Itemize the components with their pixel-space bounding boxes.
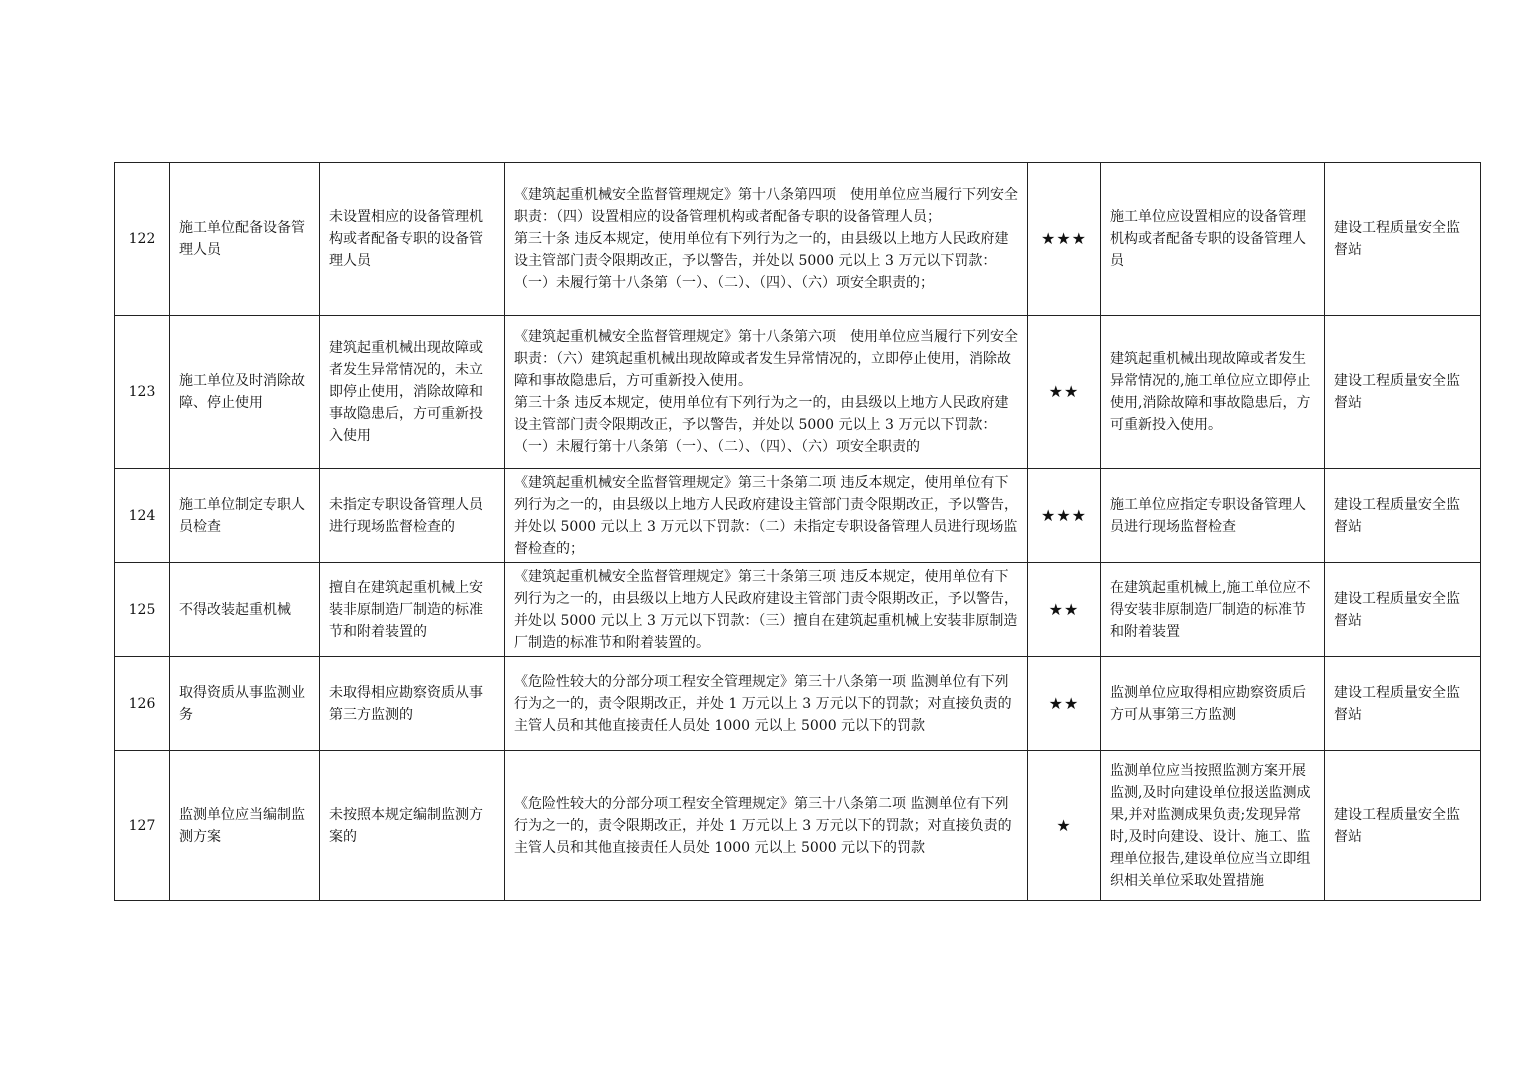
row-number: 124: [115, 469, 170, 563]
inspection-item: 不得改装起重机械: [170, 563, 320, 657]
requirement: 建筑起重机械出现故障或者发生异常情况的,施工单位应立即停止使用,消除故障和事故隐患后，方可重新投入使用。: [1101, 316, 1325, 469]
star-rating: ★★★: [1028, 163, 1101, 316]
legal-basis-paragraph: 《危险性较大的分部分项工程安全管理规定》第三十八条第二项 监测单位有下列行为之一的，责令限期改正，并处 1 万元以上 3 万元以下的罚款；对直接负责的主管人员和其他直接责任人员处 1000 元以上 5000 元以下的罚款: [514, 795, 1012, 856]
row-number: 122: [115, 163, 170, 316]
responsible-agency: 建设工程质量安全监督站: [1325, 657, 1481, 751]
row-number: 127: [115, 751, 170, 901]
legal-basis-paragraph: 《建筑起重机械安全监督管理规定》第三十条第二项 违反本规定，使用单位有下列行为之一的，由县级以上地方人民政府建设主管部门责令限期改正，予以警告，并处以 5000 元以上 3 万元以下罚款：（二）未指定专职设备管理人员进行现场监督检查的；: [514, 474, 1018, 557]
requirement: 监测单位应当按照监测方案开展监测,及时向建设单位报送监测成果,并对监测成果负责;发现异常时,及时向建设、设计、施工、监理单位报告,建设单位应当立即组织相关单位采取处置措施: [1101, 751, 1325, 901]
legal-basis-paragraph: 《建筑起重机械安全监督管理规定》第十八条第六项 使用单位应当履行下列安全职责：（六）建筑起重机械出现故障或者发生异常情况的，立即停止使用，消除故障和事故隐患后，方可重新投入使用。: [514, 329, 1018, 389]
row-number: 125: [115, 563, 170, 657]
table-row: [115, 563, 1481, 657]
violation-description: 未按照本规定编制监测方案的: [320, 751, 505, 901]
legal-basis-paragraph: 《建筑起重机械安全监督管理规定》第十八条第四项 使用单位应当履行下列安全职责：（四）设置相应的设备管理机构或者配备专职的设备管理人员；: [514, 187, 1018, 225]
legal-basis: [505, 563, 1028, 657]
table-row: [115, 316, 1481, 469]
table-row: [115, 469, 1481, 563]
legal-basis-paragraph: 《建筑起重机械安全监督管理规定》第三十条第三项 违反本规定，使用单位有下列行为之一的，由县级以上地方人民政府建设主管部门责令限期改正，予以警告，并处以 5000 元以上 3 万元以下罚款：（三）擅自在建筑起重机械上安装非原制造厂制造的标准节和附着装置的。: [514, 568, 1018, 651]
violation-description: 擅自在建筑起重机械上安装非原制造厂制造的标准节和附着装置的: [320, 563, 505, 657]
requirement: 在建筑起重机械上,施工单位应不得安装非原制造厂制造的标准节和附着装置: [1101, 563, 1325, 657]
responsible-agency: 建设工程质量安全监督站: [1325, 469, 1481, 563]
star-rating: ★★: [1028, 316, 1101, 469]
legal-basis: [505, 316, 1028, 469]
legal-basis-paragraph: 《危险性较大的分部分项工程安全管理规定》第三十八条第一项 监测单位有下列行为之一的，责令限期改正，并处 1 万元以上 3 万元以下的罚款；对直接负责的主管人员和其他直接责任人员处 1000 元以上 5000 元以下的罚款: [514, 673, 1012, 734]
star-rating: ★★★: [1028, 469, 1101, 563]
legal-basis: [505, 657, 1028, 751]
responsible-agency: 建设工程质量安全监督站: [1325, 751, 1481, 901]
table-row: [115, 163, 1481, 316]
table-row: [115, 657, 1481, 751]
table-row: [115, 751, 1481, 901]
inspection-item: 监测单位应当编制监测方案: [170, 751, 320, 901]
inspection-item: 施工单位及时消除故障、停止使用: [170, 316, 320, 469]
legal-basis: [505, 469, 1028, 563]
responsible-agency: 建设工程质量安全监督站: [1325, 163, 1481, 316]
requirement: 监测单位应取得相应勘察资质后方可从事第三方监测: [1101, 657, 1325, 751]
requirement: 施工单位应指定专职设备管理人员进行现场监督检查: [1101, 469, 1325, 563]
star-rating: ★: [1028, 751, 1101, 901]
responsible-agency: 建设工程质量安全监督站: [1325, 563, 1481, 657]
row-number: 123: [115, 316, 170, 469]
legal-basis: [505, 163, 1028, 316]
star-rating: ★★: [1028, 657, 1101, 751]
row-number: 126: [115, 657, 170, 751]
violation-description: 未设置相应的设备管理机构或者配备专职的设备管理人员: [320, 163, 505, 316]
regulation-table: [114, 162, 1481, 901]
violation-description: 建筑起重机械出现故障或者发生异常情况的，未立即停止使用，消除故障和事故隐患后，方可重新投入使用: [320, 316, 505, 469]
star-rating: ★★: [1028, 563, 1101, 657]
legal-basis-paragraph: 第三十条 违反本规定，使用单位有下列行为之一的，由县级以上地方人民政府建设主管部门责令限期改正，予以警告，并处以 5000 元以上 3 万元以下罚款：（一）未履行第十八条第（一）、（二）、（四）、（六）项安全职责的: [514, 395, 1009, 455]
legal-basis: [505, 751, 1028, 901]
violation-description: 未取得相应勘察资质从事第三方监测的: [320, 657, 505, 751]
inspection-item: 施工单位制定专职人员检查: [170, 469, 320, 563]
inspection-item: 取得资质从事监测业务: [170, 657, 320, 751]
inspection-item: 施工单位配备设备管理人员: [170, 163, 320, 316]
requirement: 施工单位应设置相应的设备管理机构或者配备专职的设备管理人员: [1101, 163, 1325, 316]
responsible-agency: 建设工程质量安全监督站: [1325, 316, 1481, 469]
violation-description: 未指定专职设备管理人员进行现场监督检查的: [320, 469, 505, 563]
legal-basis-paragraph: 第三十条 违反本规定，使用单位有下列行为之一的，由县级以上地方人民政府建设主管部门责令限期改正，予以警告，并处以 5000 元以上 3 万元以下罚款：（一）未履行第十八条第（一）、（二）、（四）、（六）项安全职责的；: [514, 231, 1009, 291]
